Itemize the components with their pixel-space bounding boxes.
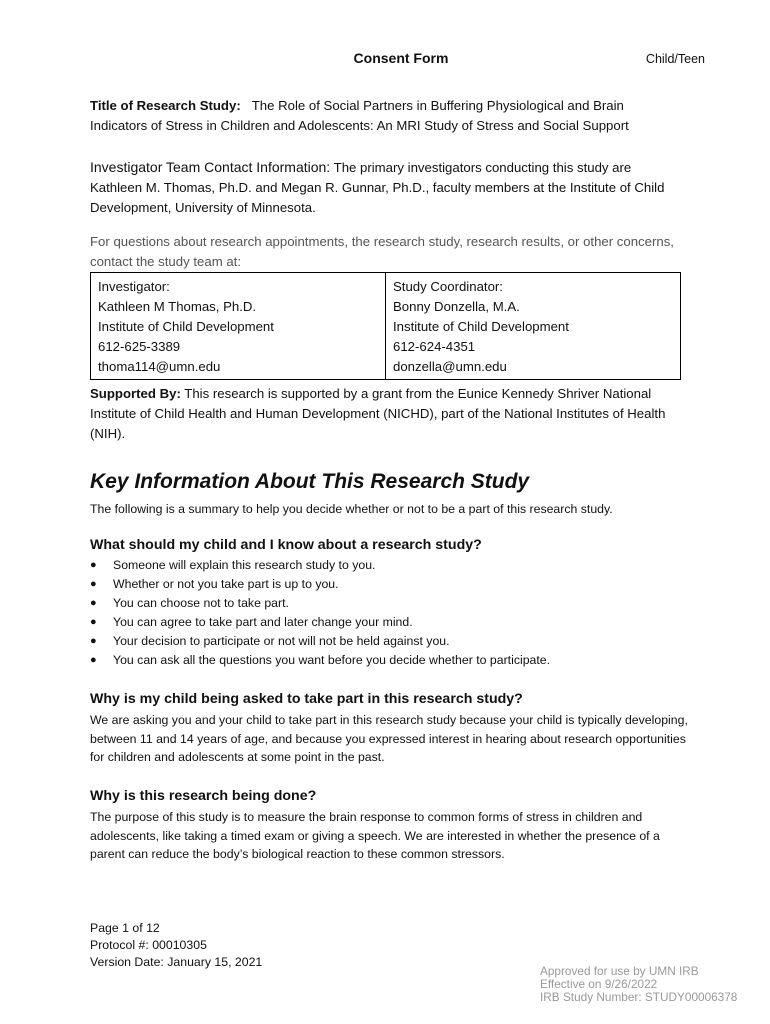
investigator-team-block <box>90 157 730 218</box>
coordinator-institute: Institute of Child Development <box>393 319 569 334</box>
bullet-icon: ● <box>90 559 97 571</box>
supported-by-block: Supported By: This research is supported by a grant from the Eunice Kennedy Shriver National Institute of Child Health and Human Development (NICHD), part of the National Institutes of Health (NIH). <box>90 386 666 441</box>
investigator-team-line2: Kathleen M. Thomas, Ph.D. and Megan R. Gunnar, Ph.D., faculty members at the Institute of Child <box>90 180 665 195</box>
contact-table <box>90 272 681 380</box>
supported-by-label: Supported By: <box>90 386 181 401</box>
list-item: ● Someone will explain this research study to you. <box>90 556 550 575</box>
investigator-team-line3: Development, University of Minnesota. <box>90 200 316 215</box>
bullet-icon: ● <box>90 654 97 666</box>
study-title-label: Title of Research Study: <box>90 98 241 113</box>
bullet-icon: ● <box>90 597 97 609</box>
protocol-number: Protocol #: 00010305 <box>90 938 207 952</box>
list-item: ● You can agree to take part and later change your mind. <box>90 613 550 632</box>
bullet-icon: ● <box>90 635 97 647</box>
study-title-line1: Title of Research Study: The Role of Social Partners in Buffering Physiological and Brain <box>90 98 624 113</box>
list-item: ● Your decision to participate or not will not be held against you. <box>90 632 550 651</box>
key-info-heading: Key Information About This Research Study <box>90 470 530 493</box>
investigator-name: Kathleen M Thomas, Ph.D. <box>98 299 257 314</box>
questions-intro: For questions about research appointments, the research study, research results, or other concerns, contact the study team at: <box>90 234 674 269</box>
why-done-text: The purpose of this study is to measure the brain response to common forms of stress in children and adolescents, like taking a timed exam or giving a speech. We are interested in whether the presence of a parent can reduce the body’s biological reaction to these common stressors. <box>90 810 660 861</box>
investigator-team-label: Investigator Team Contact Information: <box>90 159 331 175</box>
page-title: Consent Form <box>353 50 449 66</box>
bullet-icon: ● <box>90 616 97 628</box>
list-item: ● You can choose not to take part. <box>90 594 550 613</box>
coordinator-phone: 612-624-4351 <box>393 339 476 354</box>
coordinator-role: Study Coordinator: <box>393 279 503 294</box>
investigator-role: Investigator: <box>98 279 170 294</box>
coordinator-email: donzella@umn.edu <box>393 359 507 374</box>
what-to-know-list <box>90 556 550 670</box>
key-info-summary: The following is a summary to help you decide whether or not to be a part of this research study. <box>90 502 613 516</box>
page-number: Page 1 of 12 <box>90 921 160 935</box>
list-item: ● You can ask all the questions you want before you decide whether to participate. <box>90 651 550 670</box>
version-date: Version Date: January 15, 2021 <box>90 955 263 969</box>
audience-label: Child/Teen <box>645 52 705 66</box>
list-item: ● Whether or not you take part is up to you. <box>90 575 550 594</box>
why-asked-heading: Why is my child being asked to take part in this research study? <box>90 691 523 707</box>
investigator-institute: Institute of Child Development <box>98 319 274 334</box>
page-footer <box>90 920 262 971</box>
bullet-icon: ● <box>90 578 97 590</box>
why-asked-text: We are asking you and your child to take part in this research study because your child is typically developing, between 11 and 14 years of age, and because you expressed interest in hearing about research opportunities for children and adolescents at some point in the past. <box>90 713 688 764</box>
study-title-line2: Indicators of Stress in Children and Adolescents: An MRI Study of Stress and Social Support <box>90 118 629 133</box>
coordinator-contact-cell <box>386 273 681 380</box>
coordinator-name: Bonny Donzella, M.A. <box>393 299 520 314</box>
what-to-know-heading: What should my child and I know about a research study? <box>90 537 482 553</box>
why-done-heading: Why is this research being done? <box>90 788 317 804</box>
study-title-block <box>90 96 730 136</box>
investigator-phone: 612-625-3389 <box>98 339 181 354</box>
investigator-email: thoma114@umn.edu <box>98 359 221 374</box>
investigator-team-line1: Investigator Team Contact Information: The primary investigators conducting this study are <box>90 159 632 175</box>
investigator-contact-cell <box>91 273 386 380</box>
irb-approval-stamp: Approved for use by UMN IRB Effective on 9/26/2022 IRB Study Number: STUDY00006378 <box>540 964 738 1004</box>
